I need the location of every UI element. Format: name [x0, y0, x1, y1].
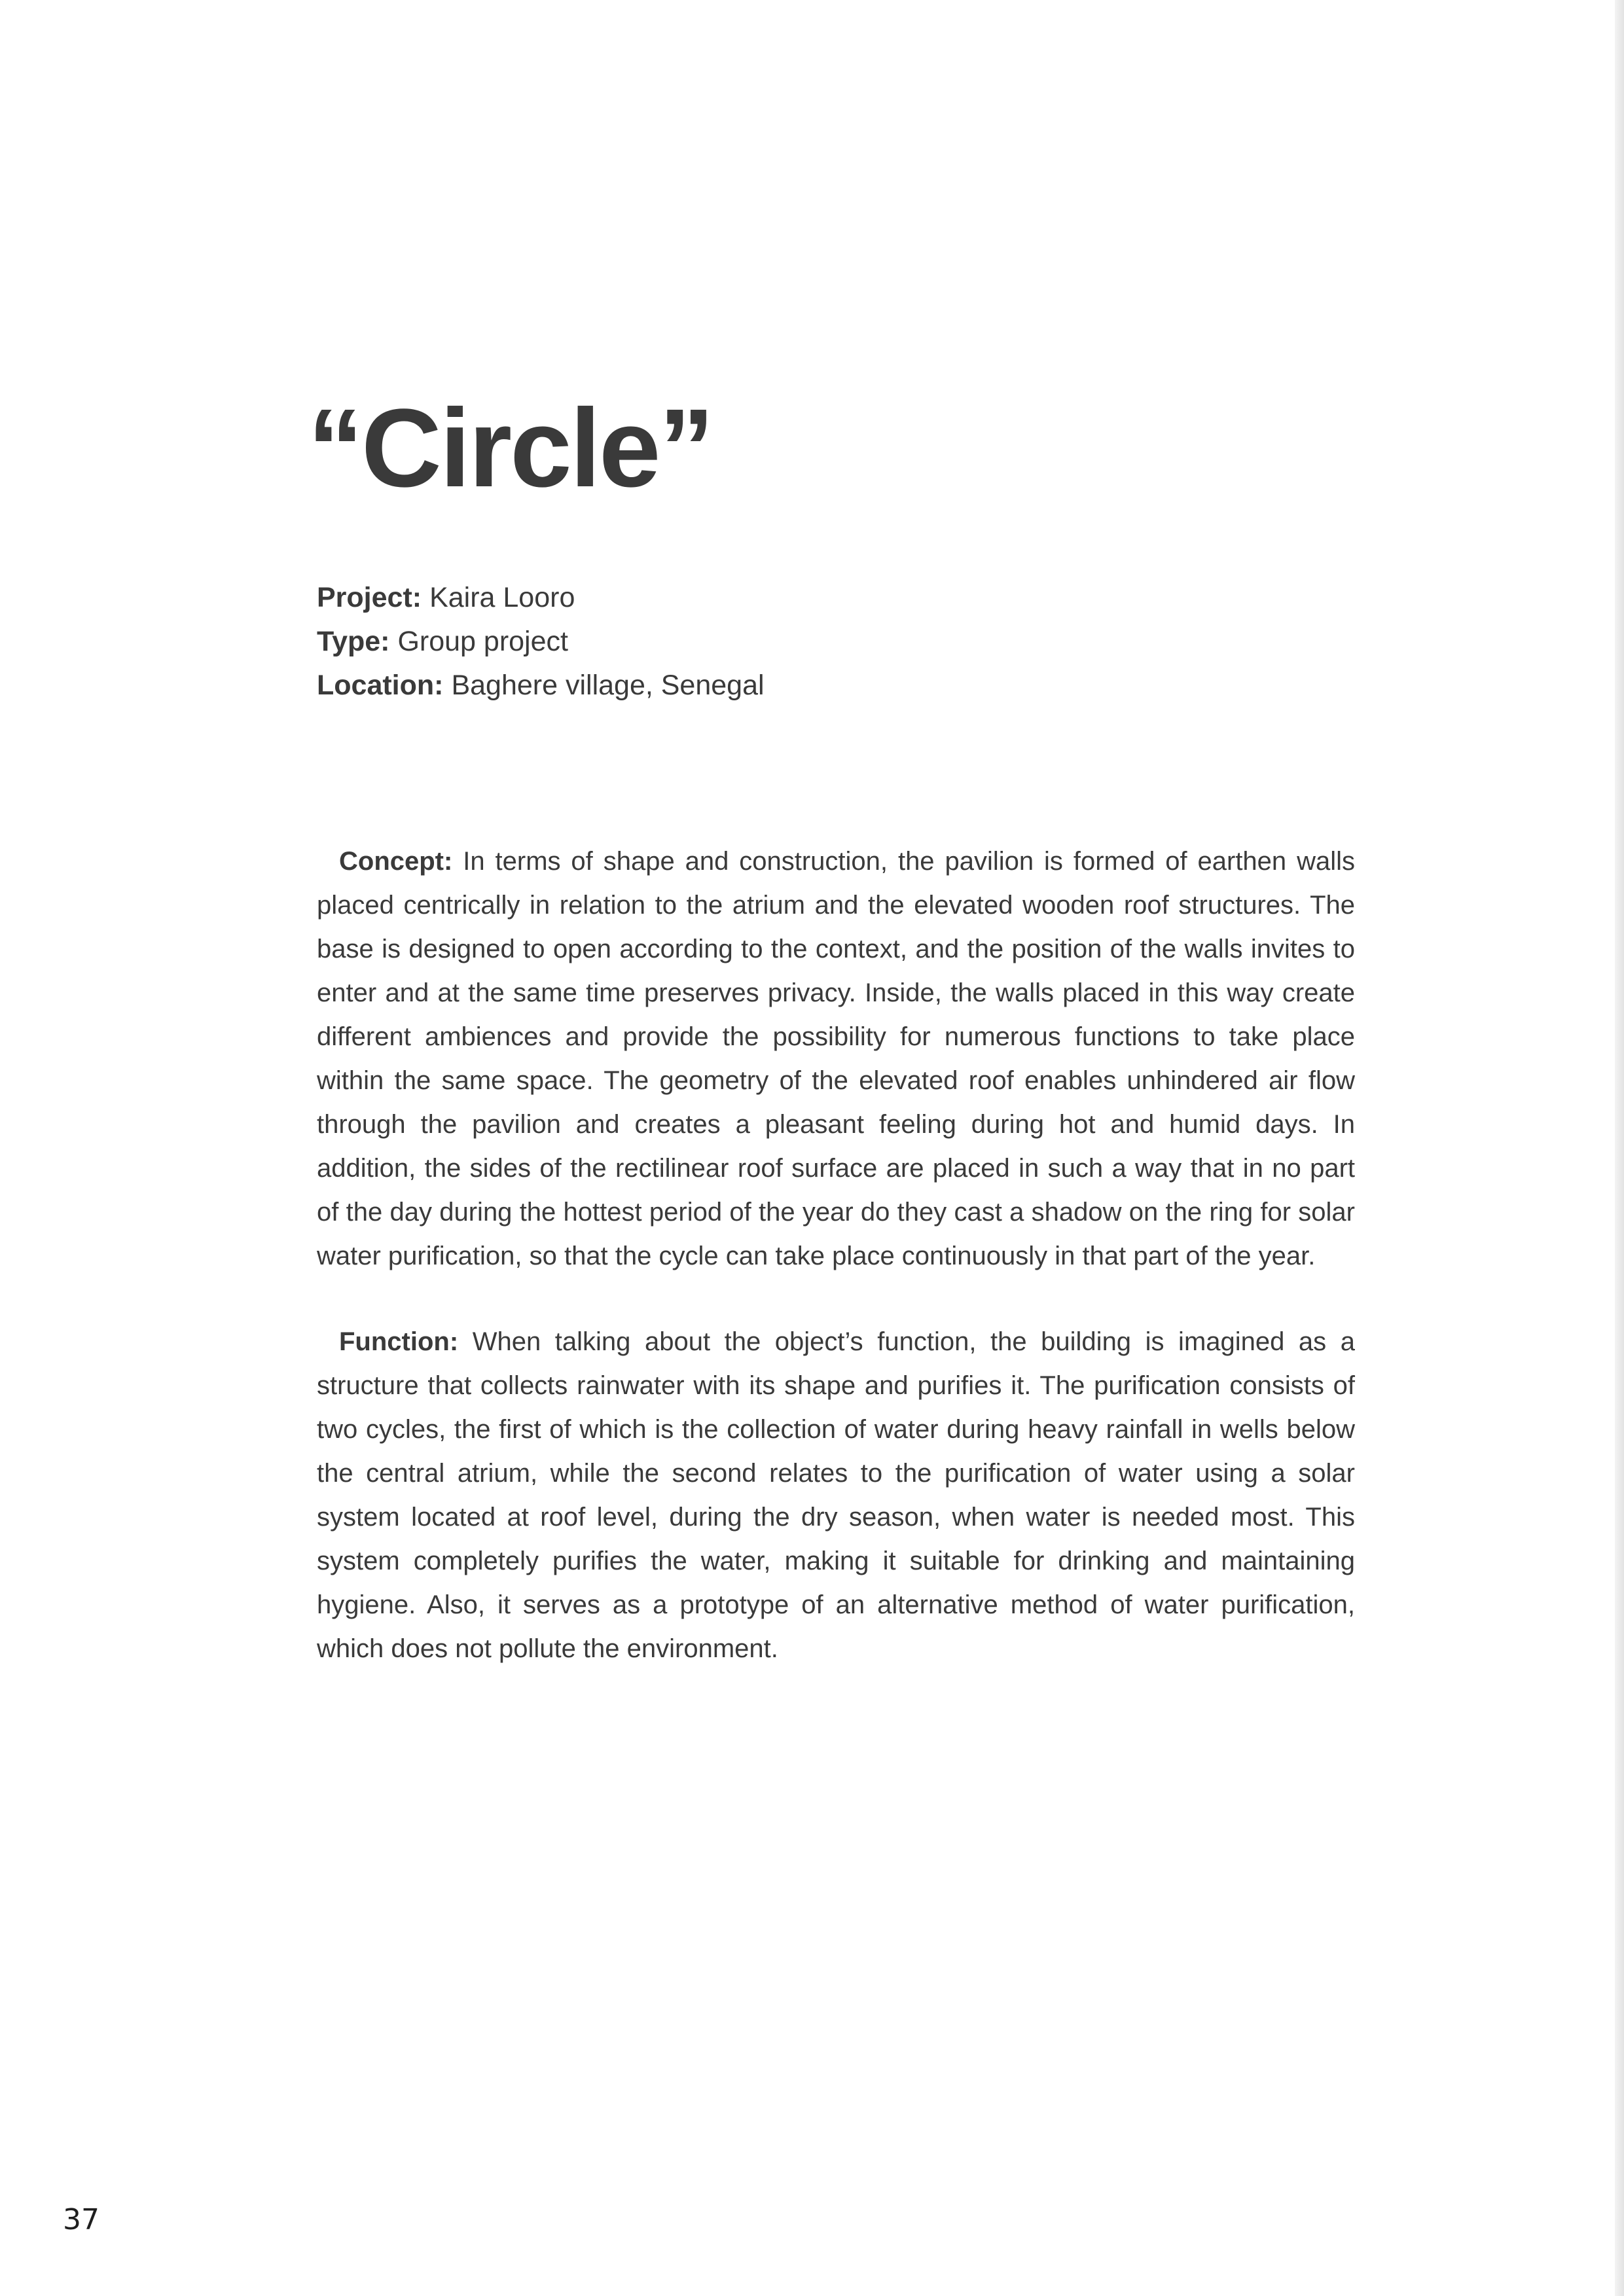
- meta-label-type: Type:: [317, 626, 390, 657]
- page-number: 37: [63, 2203, 99, 2236]
- project-meta: [317, 576, 765, 708]
- concept-lead: Concept:: [339, 847, 453, 876]
- function-lead: Function:: [339, 1327, 459, 1356]
- page-edge-shadow: [1615, 0, 1624, 2296]
- function-text: When talking about the object’s function, the building is imagined as a structure that collects rainwater with its shape and purifies it. The purification consists of two cycles, the first of which is the collection of water during heavy rainfall in wells below the central atrium, while the second relates to the purification of water using a solar system located at roof level, during the dry season, when water is needed most. This system completely purifies the water, making it suitable for drinking and maintaining hygiene. Also, it serves as a prototype of an alternative method of water purification, which does not pollute the environment.: [317, 1327, 1355, 1663]
- meta-value-project: Kaira Looro: [429, 582, 575, 613]
- concept-paragraph: [317, 840, 1355, 1278]
- meta-value-location: Baghere village, Senegal: [451, 670, 765, 701]
- meta-label-location: Location:: [317, 670, 444, 701]
- meta-row-project: [317, 576, 765, 620]
- page-title: “Circle”: [308, 386, 713, 511]
- concept-text: In terms of shape and construction, the pavilion is formed of earthen walls placed centrically in relation to the atrium and the elevated wooden roof structures. The base is designed to open according to the context, and the position of the walls invites to enter and at the same time preserves privacy. Inside, the walls placed in this way create different ambiences and provide the possibility for numerous functions to take place within the same space. The geometry of the elevated roof enables unhindered air flow through the pavilion and creates a pleasant feeling during hot and humid days. In addition, the sides of the rectilinear roof surface are placed in such a way that in no part of the day during the hottest period of the year do they cast a shadow on the ring for solar water purification, so that the cycle can take place continuously in that part of the year.: [317, 847, 1355, 1270]
- function-paragraph: [317, 1320, 1355, 1671]
- meta-row-location: [317, 664, 765, 708]
- meta-value-type: Group project: [397, 626, 568, 657]
- meta-label-project: Project:: [317, 582, 422, 613]
- meta-row-type: [317, 620, 765, 664]
